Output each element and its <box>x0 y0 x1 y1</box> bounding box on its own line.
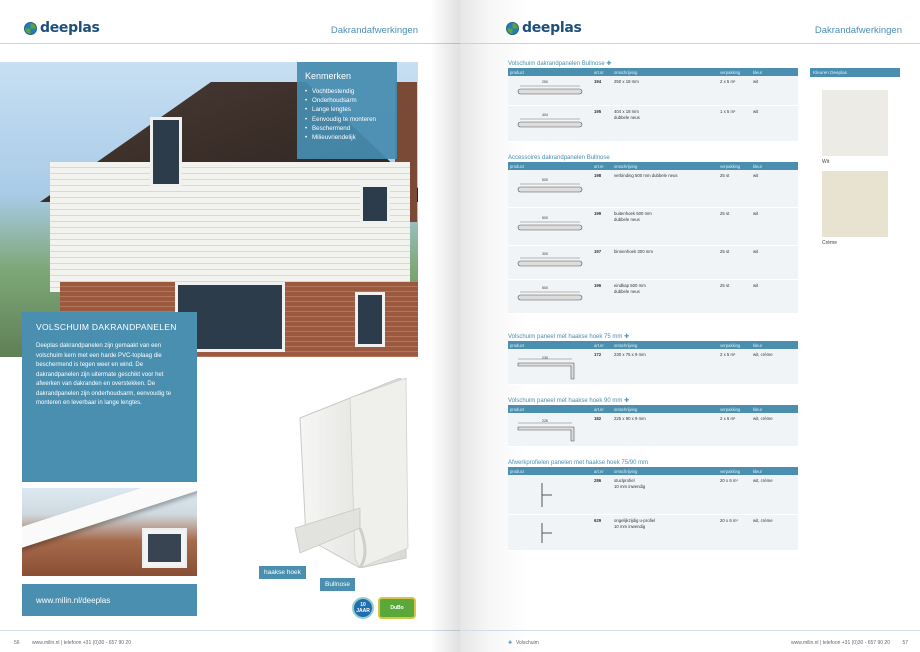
color-value: wit <box>753 249 759 254</box>
packaging: 2 x 6 m¹ <box>720 416 736 421</box>
section-title: Dakrandafwerkingen <box>330 25 418 36</box>
dimension-label: 500 <box>542 178 548 182</box>
table-title: Volschuim paneel met haakse hoek 90 mm ✚ <box>508 398 630 404</box>
section-title: Dakrandafwerkingen <box>814 25 902 36</box>
profile-drawing <box>512 172 587 206</box>
table-header <box>508 467 798 475</box>
feature-item: • Vochtbestendig <box>305 87 389 96</box>
column-header: kleur <box>753 407 763 412</box>
column-header: art.nr <box>594 70 604 75</box>
feature-item: • Onderhoudsarm <box>305 96 389 105</box>
table-title: Accessoires dakrandpanelen Bullnose <box>508 155 610 161</box>
eaves-photo <box>22 488 197 576</box>
page-number: 56 <box>14 640 20 646</box>
description: 225 x 90 x 9 mm <box>614 416 646 421</box>
dimension-label: 300 <box>542 252 548 256</box>
right-header <box>460 0 920 44</box>
product-table <box>508 460 798 551</box>
left-footer <box>0 630 460 652</box>
article-number: 197 <box>594 249 602 254</box>
product-table <box>508 397 798 447</box>
intro-box <box>22 312 197 482</box>
color-value: wit <box>753 283 759 288</box>
profile-drawing <box>512 517 587 549</box>
dimension-label: 225 <box>542 419 548 423</box>
color-swatch-wit <box>822 90 888 156</box>
bullnose-tag: Bullnose <box>320 578 355 591</box>
color-value: wit <box>753 173 759 178</box>
column-header: art.nr <box>594 407 604 412</box>
packaging: 25 st <box>720 249 730 254</box>
profile-drawing <box>512 351 587 383</box>
table-row <box>508 76 798 106</box>
table-row <box>508 515 798 551</box>
footer-contact: www.milin.nl | telefoon +31 (0)30 - 657 90 20 <box>791 640 890 646</box>
packaging: 20 x 6 m¹ <box>720 478 738 483</box>
profile-drawing <box>512 248 587 278</box>
column-header: verpakking <box>720 407 741 412</box>
profile-drawing <box>512 477 587 513</box>
column-header: verpakking <box>720 164 741 169</box>
article-number: 194 <box>594 79 602 84</box>
description: stuclprofiel <box>614 478 635 483</box>
feature-item: • Lange lengtes <box>305 105 389 114</box>
packaging: 25 st <box>720 211 730 216</box>
color-value: wit <box>753 79 759 84</box>
table-row <box>508 106 798 142</box>
right-footer <box>460 630 920 652</box>
dubo-seal-icon: DuBo <box>378 597 416 619</box>
legend-icon: ✚ <box>508 640 513 646</box>
logo-mark-icon <box>24 22 37 35</box>
packaging: 25 st <box>720 283 730 288</box>
description: verbinding 500 mm dubbele neus <box>614 173 678 178</box>
column-header: omschrijving <box>614 164 638 169</box>
color-panel-title: Kleuren Deeplas <box>810 68 900 77</box>
article-number: 198 <box>594 173 602 178</box>
article-number: 199 <box>594 211 602 216</box>
table-header <box>508 68 798 76</box>
packaging: 20 x 6 m¹ <box>720 518 738 523</box>
table-title: Volschuim paneel met haakse hoek 75 mm ✚ <box>508 334 630 340</box>
features-title: Kenmerken <box>305 71 352 81</box>
table-row <box>508 475 798 515</box>
description: dubbele neus <box>614 115 640 120</box>
color-label: Wit <box>822 159 830 165</box>
column-header: omschrijving <box>614 469 638 474</box>
column-header: art.nr <box>594 164 604 169</box>
packaging: 2 x 5 m¹ <box>720 352 736 357</box>
profile-drawing <box>512 415 587 445</box>
website-link[interactable]: www.milin.nl/deeplas <box>22 584 197 616</box>
color-value: wit, crème <box>753 478 773 483</box>
column-header: verpakking <box>720 70 741 75</box>
logo-text: deeplas <box>522 20 582 36</box>
footer-contact: www.milin.nl | telefoon +31 (0)30 - 657 90 20 <box>32 640 131 646</box>
feature-item: • Eenvoudig te monteren <box>305 115 389 124</box>
color-swatch-creme <box>822 171 888 237</box>
dimension-label: 250 <box>542 80 548 84</box>
bullnose-profile-image <box>210 378 415 568</box>
color-value: wit <box>753 211 759 216</box>
column-header: omschrijving <box>614 407 638 412</box>
dimension-label: 404 <box>542 113 548 117</box>
description: ongelijkzijdig u-profiel <box>614 518 656 523</box>
product-table <box>508 60 798 142</box>
page-number: 57 <box>902 640 908 646</box>
dimension-label: 500 <box>542 216 548 220</box>
description: dubbele neus <box>614 217 640 222</box>
column-header: kleur <box>753 469 763 474</box>
table-header <box>508 162 798 170</box>
warranty-seal-icon: 10 JAAR <box>352 597 374 619</box>
dimension-label: 500 <box>542 286 548 290</box>
profile-drawing <box>512 108 587 140</box>
logo-mark-icon <box>506 22 519 35</box>
column-header: verpakking <box>720 343 741 348</box>
description: buitenhoek 500 mm <box>614 211 652 216</box>
column-header: kleur <box>753 343 763 348</box>
color-panel <box>810 68 900 77</box>
column-header: product <box>510 343 524 348</box>
article-number: 195 <box>594 109 602 114</box>
description: 250 x 18 mm <box>614 79 639 84</box>
table-row <box>508 170 798 208</box>
dimension-label: 230 <box>542 356 548 360</box>
color-value: wit, crème <box>753 518 773 523</box>
profile-drawing <box>512 78 587 104</box>
column-header: product <box>510 469 524 474</box>
description: 404 x 18 mm <box>614 109 639 114</box>
column-header: kleur <box>753 70 763 75</box>
table-header <box>508 341 798 349</box>
table-row <box>508 413 798 447</box>
description: dubbele neus <box>614 289 640 294</box>
article-number: 286 <box>594 478 602 483</box>
haakse-hoek-tag: haakse hoek <box>259 566 306 579</box>
product-table <box>508 333 798 385</box>
deeplas-logo <box>24 20 100 36</box>
intro-text: Deeplas dakrandpanelen zijn gemaakt van een volschuim kern met een harde PVC-toplaag die beschermend is tegen weer en wind. De dakrandpanelen zijn uitermate geschikt voor het afwerken van dakranden en overstekken. De dakrandpanelen zijn onderhoudsarm, eenvoudig te monteren en leverbaar in lange lengtes. <box>36 343 172 406</box>
column-header: omschrijving <box>614 70 638 75</box>
description: eindkap 500 mm <box>614 283 646 288</box>
article-number: 172 <box>594 352 602 357</box>
left-header <box>0 0 460 44</box>
table-title: Volschuim dakrandpanelen Bullnose ✚ <box>508 61 612 67</box>
column-header: art.nr <box>594 343 604 348</box>
column-header: art.nr <box>594 469 604 474</box>
column-header: product <box>510 407 524 412</box>
product-table <box>508 155 798 314</box>
deeplas-logo <box>506 20 582 36</box>
table-row <box>508 280 798 314</box>
table-header <box>508 405 798 413</box>
features-box <box>297 62 397 159</box>
color-label: Crème <box>822 240 838 246</box>
article-number: 196 <box>594 283 602 288</box>
feature-item: • Milieuvriendelijk <box>305 133 389 142</box>
color-value: wit, crème <box>753 416 773 421</box>
table-row <box>508 349 798 385</box>
table-row <box>508 208 798 246</box>
intro-title: VOLSCHUIM DAKRANDPANELEN <box>36 322 177 332</box>
feature-item: • Beschermend <box>305 124 389 133</box>
table-title: Afwerkprofielen panelen met haakse hoek 75/90 mm <box>508 460 649 466</box>
article-number: 629 <box>594 518 602 523</box>
column-header: product <box>510 70 524 75</box>
description: 230 x 75 x 9 mm <box>614 352 646 357</box>
description: 10 mm inwendig <box>614 524 646 529</box>
legend-label: Volschuim <box>516 640 539 646</box>
packaging: 25 st <box>720 173 730 178</box>
packaging: 2 x 5 m¹ <box>720 79 736 84</box>
description: binnenhoek 300 mm <box>614 249 653 254</box>
table-row <box>508 246 798 280</box>
color-value: wit, crème <box>753 352 773 357</box>
color-value: wit <box>753 109 759 114</box>
article-number: 182 <box>594 416 602 421</box>
logo-text: deeplas <box>40 20 100 36</box>
packaging: 1 x 5 m¹ <box>720 109 736 114</box>
description: 10 mm inwendig <box>614 484 646 489</box>
column-header: kleur <box>753 164 763 169</box>
column-header: omschrijving <box>614 343 638 348</box>
profile-drawing <box>512 210 587 244</box>
column-header: product <box>510 164 524 169</box>
profile-drawing <box>512 282 587 312</box>
column-header: verpakking <box>720 469 741 474</box>
